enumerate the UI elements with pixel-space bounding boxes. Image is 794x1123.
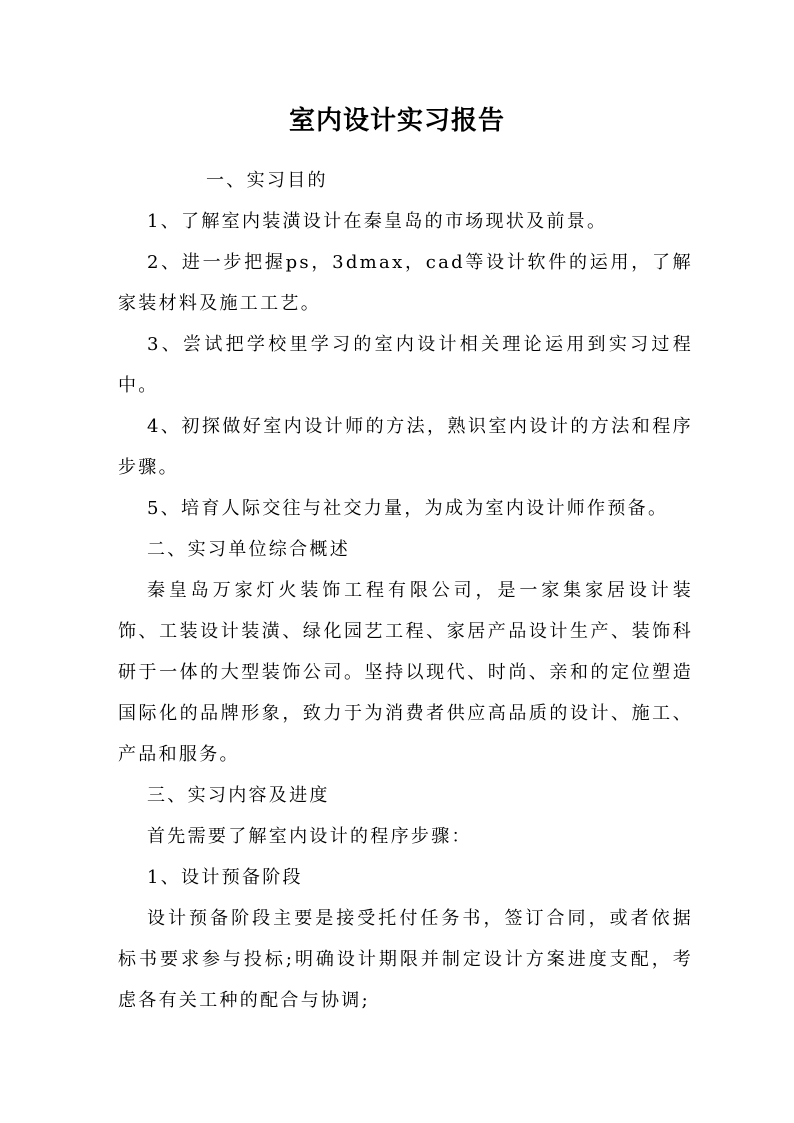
paragraph-stage-1-heading: 1、设计预备阶段 bbox=[147, 867, 303, 888]
section-heading-content: 三、实习内容及进度 bbox=[147, 785, 330, 806]
paragraph-purpose-4: 4、初探做好室内设计师的方法，熟识室内设计的方法和程序步骤。 bbox=[118, 416, 693, 478]
document-body bbox=[118, 160, 693, 1021]
paragraph-purpose-2: 2、进一步把握ps，3dmax，cad等设计软件的运用，了解家装材料及施工工艺。 bbox=[118, 252, 693, 314]
section-heading-company: 二、实习单位综合概述 bbox=[147, 539, 350, 560]
paragraph-stage-1-detail: 设计预备阶段主要是接受托付任务书，签订合同，或者依据标书要求参与投标;明确设计期限并制定设计方案进度支配，考虑各有关工种的配合与协调; bbox=[118, 908, 693, 1011]
paragraph-purpose-1: 1、了解室内装潢设计在秦皇岛的市场现状及前景。 bbox=[147, 211, 608, 232]
paragraph-content-intro: 首先需要了解室内设计的程序步骤： bbox=[147, 826, 472, 847]
paragraph-purpose-5: 5、培育人际交往与社交力量，为成为室内设计师作预备。 bbox=[147, 498, 669, 519]
paragraph-purpose-3: 3、尝试把学校里学习的室内设计相关理论运用到实习过程中。 bbox=[118, 334, 693, 396]
paragraph-company-overview: 秦皇岛万家灯火装饰工程有限公司，是一家集家居设计装饰、工装设计装潢、绿化园艺工程、家居产品设计生产、装饰科研于一体的大型装饰公司。坚持以现代、时尚、亲和的定位塑造国际化的品牌形象，致力于为消费者供应高品质的设计、施工、产品和服务。 bbox=[118, 580, 693, 765]
section-heading-purpose: 一、实习目的 bbox=[206, 170, 328, 191]
document-title: 室内设计实习报告 bbox=[288, 106, 505, 136]
